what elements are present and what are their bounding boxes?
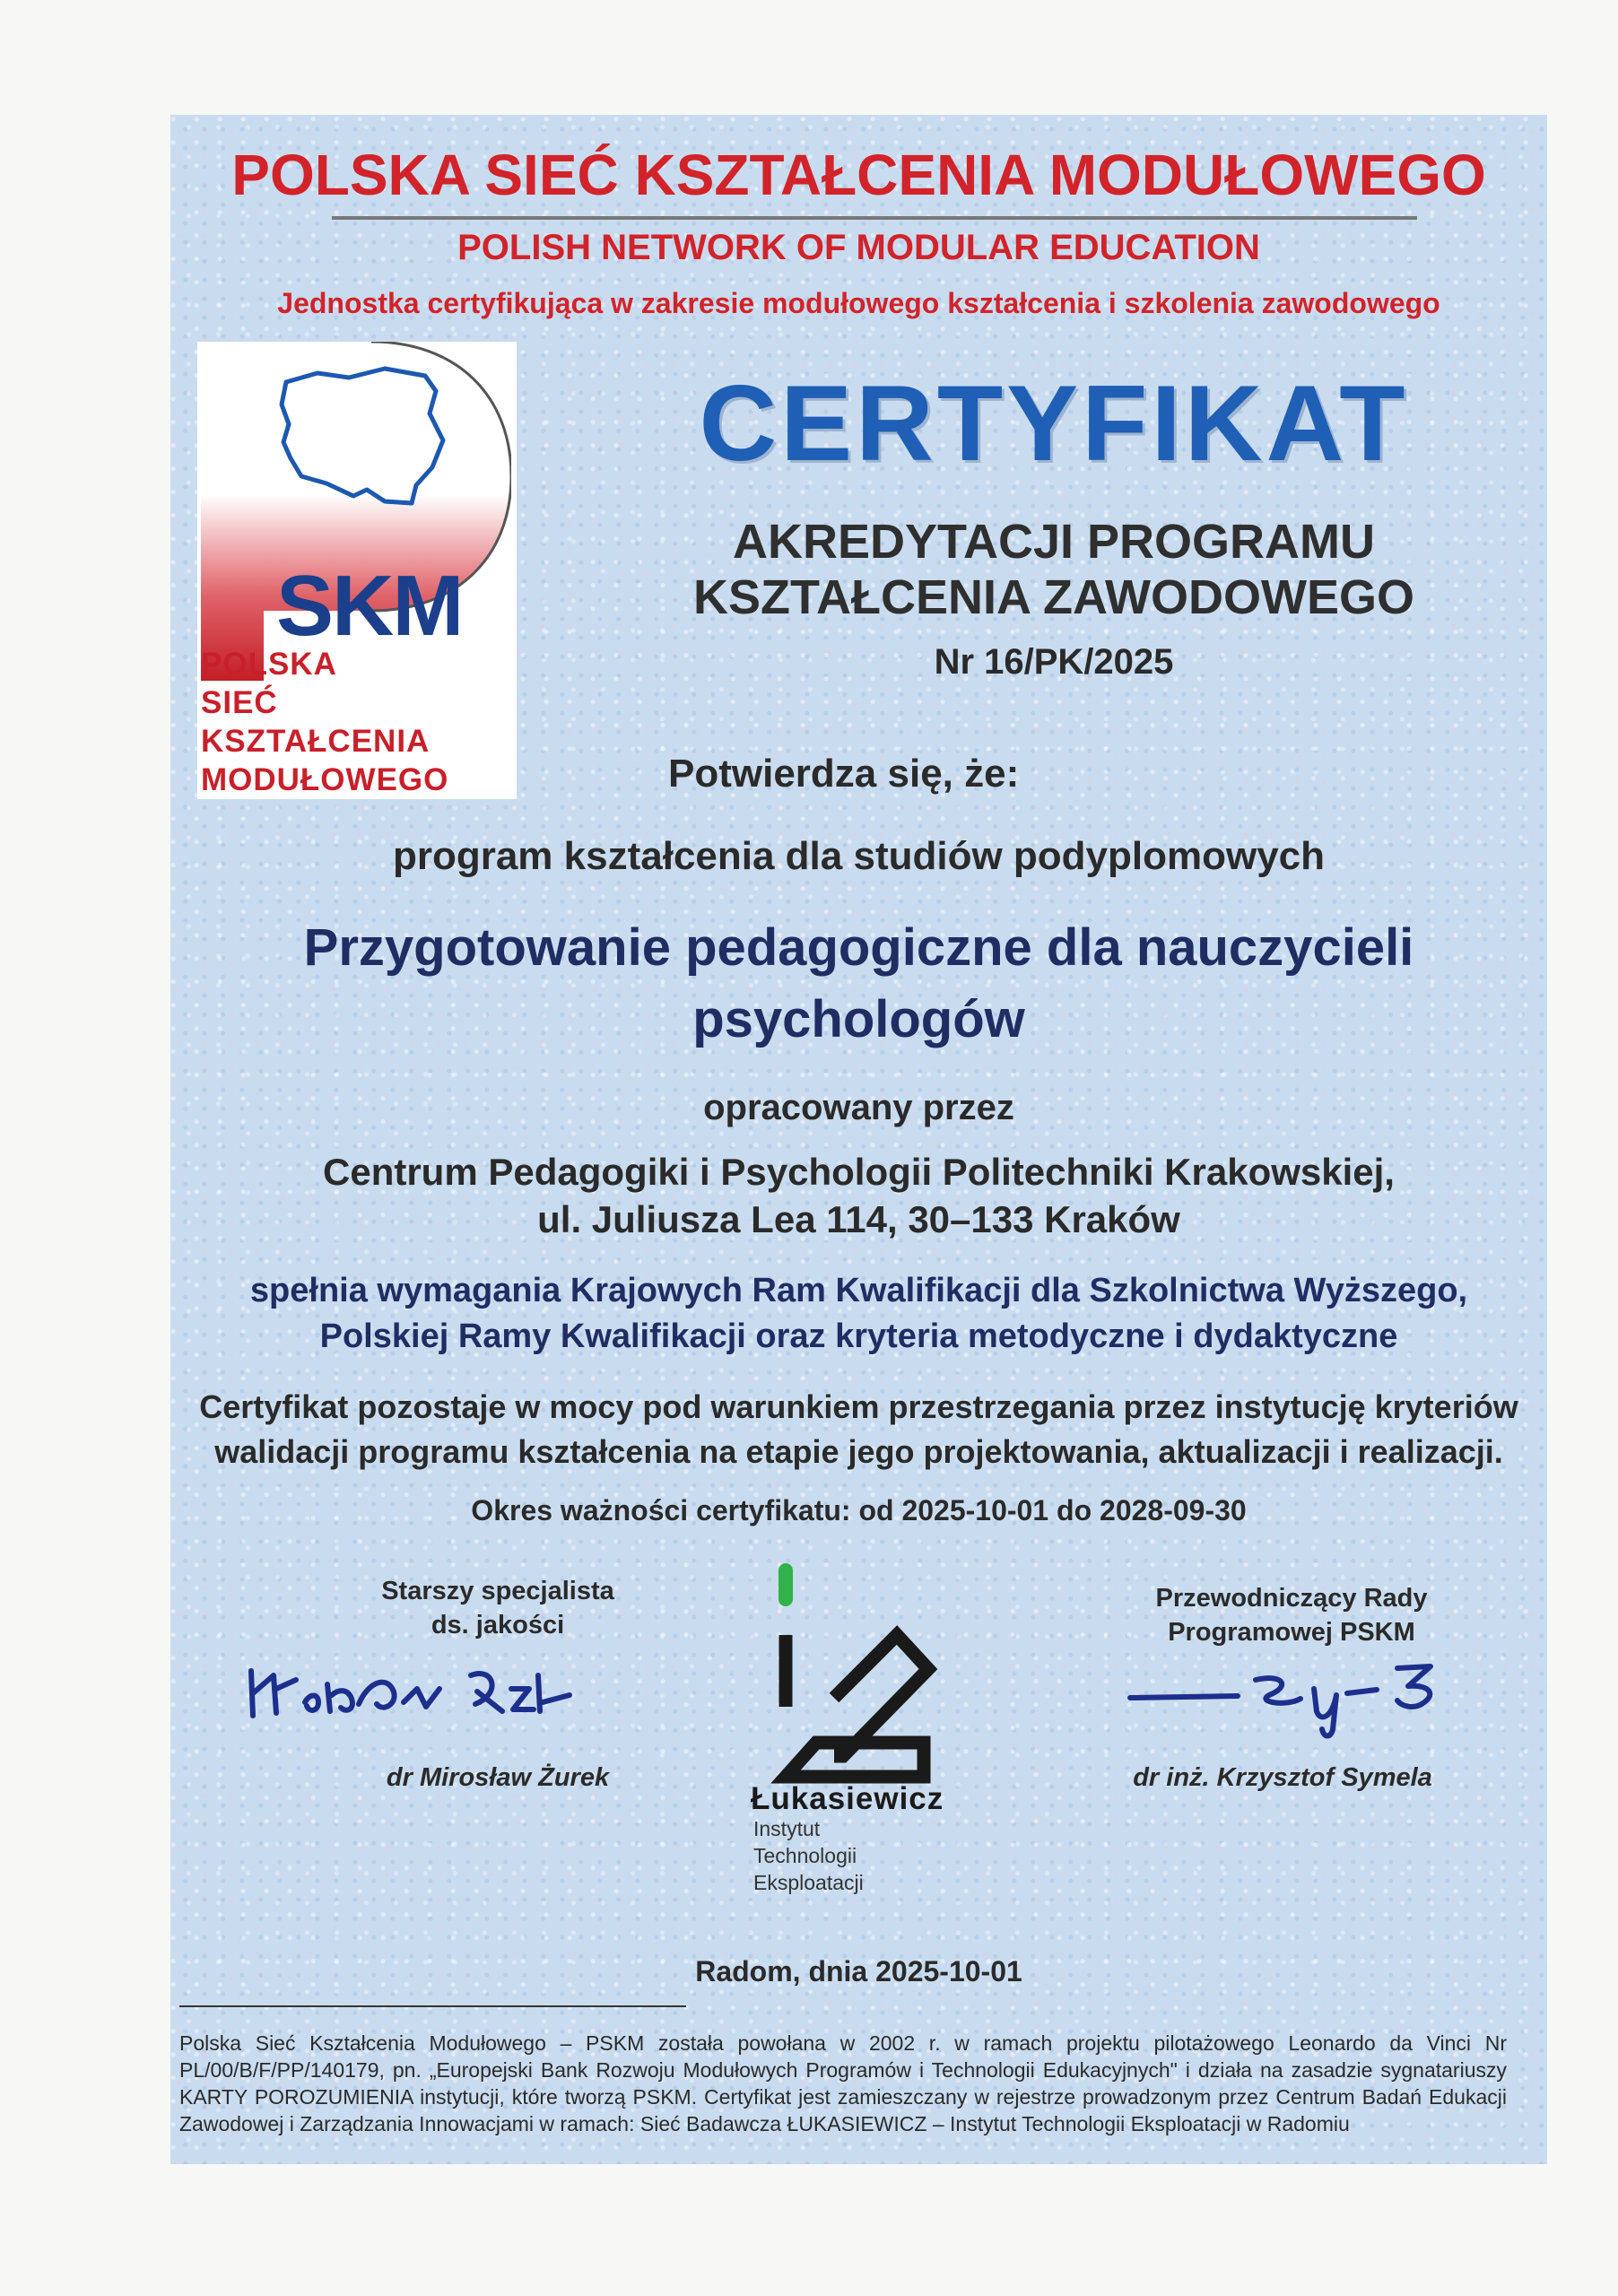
lukasiewicz-name: Łukasiewicz bbox=[751, 1781, 944, 1816]
program-type: program kształcenia dla studiów podyplomowych bbox=[392, 834, 1326, 878]
pskm-logo-mark: SKM bbox=[276, 558, 463, 654]
confirm-statement: Potwierdza się, że: bbox=[668, 752, 1020, 796]
footnote-divider bbox=[179, 2005, 686, 2007]
program-name-line-1: Przygotowanie pedagogiczne dla nauczycieli bbox=[303, 918, 1414, 977]
left-signer-role-line-2: ds. jakości bbox=[431, 1611, 565, 1639]
prepared-by: opracowany przez bbox=[703, 1088, 1014, 1127]
certificate-number: Nr 16/PK/2025 bbox=[934, 642, 1174, 682]
left-signature-icon bbox=[233, 1639, 619, 1738]
lukasiewicz-line-1: Instytut bbox=[753, 1817, 821, 1840]
org-subtitle: Jednostka certyfikująca w zakresie modułowego kształcenia i szkolenia zawodowego bbox=[277, 287, 1440, 319]
right-signer-name: dr inż. Krzysztof Symela bbox=[1133, 1763, 1432, 1792]
accreditation-line-1: AKREDYTACJI PROGRAMU bbox=[732, 515, 1376, 569]
validity-line-2: walidacji programu kształcenia na etapie jego projektowania, aktualizacji i realizacji. bbox=[214, 1433, 1503, 1470]
institution-line-1: Centrum Pedagogiki i Psychologii Politechniki Krakowskiej, bbox=[323, 1151, 1395, 1193]
requirements-line-1: spełnia wymagania Krajowych Ram Kwalifikacji dla Szkolnictwa Wyższego, bbox=[249, 1272, 1468, 1309]
pskm-logo bbox=[197, 342, 517, 799]
certificate-title: CERTYFIKAT bbox=[699, 363, 1409, 483]
place-and-date: Radom, dnia 2025-10-01 bbox=[695, 1955, 1022, 1987]
left-signer-role-line-1: Starszy specjalista bbox=[381, 1577, 614, 1605]
lukasiewicz-line-3: Eksploatacji bbox=[753, 1871, 864, 1894]
header-divider bbox=[332, 216, 1417, 220]
pskm-logo-line: POLSKA bbox=[201, 647, 337, 682]
org-title-pl: POLSKA SIEĆ KSZTAŁCENIA MODUŁOWEGO bbox=[231, 143, 1486, 207]
left-signer-name: dr Mirosław Żurek bbox=[386, 1763, 610, 1792]
org-title-en: POLISH NETWORK OF MODULAR EDUCATION bbox=[457, 228, 1260, 267]
right-signer-role-line-2: Programowej PSKM bbox=[1168, 1618, 1415, 1647]
pskm-logo-line: SIEĆ bbox=[201, 685, 278, 720]
pskm-logo-line: KSZTAŁCENIA bbox=[201, 724, 431, 759]
validity-line-1: Certyfikat pozostaje w mocy pod warunkiem przestrzegania przez instytucję kryteriów bbox=[199, 1388, 1518, 1425]
pskm-logo-text bbox=[197, 645, 520, 799]
footnote: Polska Sieć Kształcenia Modułowego – PSKM została powołana w 2002 r. w ramach projektu pilotażowego Leonardo da Vinci Nr PL/00/B/F/PP/140179, pn. „Europejski Bank Rozwoju Modułowych Programów i Technologii Edukacyjnych" i działa na zasadzie sygnatariuszy KARTY POROZUMIENIA instytucji, które tworzą PSKM. Certyfikat jest zamieszczany w rejestrze prowadzonym przez Centrum Badań Edukacji Zawodowej i Zarządzania Innowacjami w ramach: Sieć Badawcza ŁUKASIEWICZ – Instytut Technologii Eksploatacji w Radomiu bbox=[179, 2031, 1507, 2135]
right-signer-role-line-1: Przewodniczący Rady bbox=[1155, 1584, 1428, 1613]
validity-period: Okres ważności certyfikatu: od 2025-10-01 do 2028-09-30 bbox=[471, 1494, 1247, 1526]
right-signature-icon bbox=[1112, 1639, 1525, 1747]
accreditation-line-2: KSZTAŁCENIA ZAWODOWEGO bbox=[693, 570, 1414, 624]
institution-line-2: ul. Juliusza Lea 114, 30–133 Kraków bbox=[537, 1198, 1180, 1240]
pskm-logo-line: MODUŁOWEGO bbox=[201, 762, 449, 797]
certificate-sheet bbox=[170, 115, 1547, 2164]
lukasiewicz-line-2: Technologii bbox=[753, 1844, 857, 1867]
requirements-line-2: Polskiej Ramy Kwalifikacji oraz kryteria metodyczne i dydaktyczne bbox=[319, 1318, 1398, 1355]
program-name-line-2: psychologów bbox=[692, 990, 1025, 1048]
